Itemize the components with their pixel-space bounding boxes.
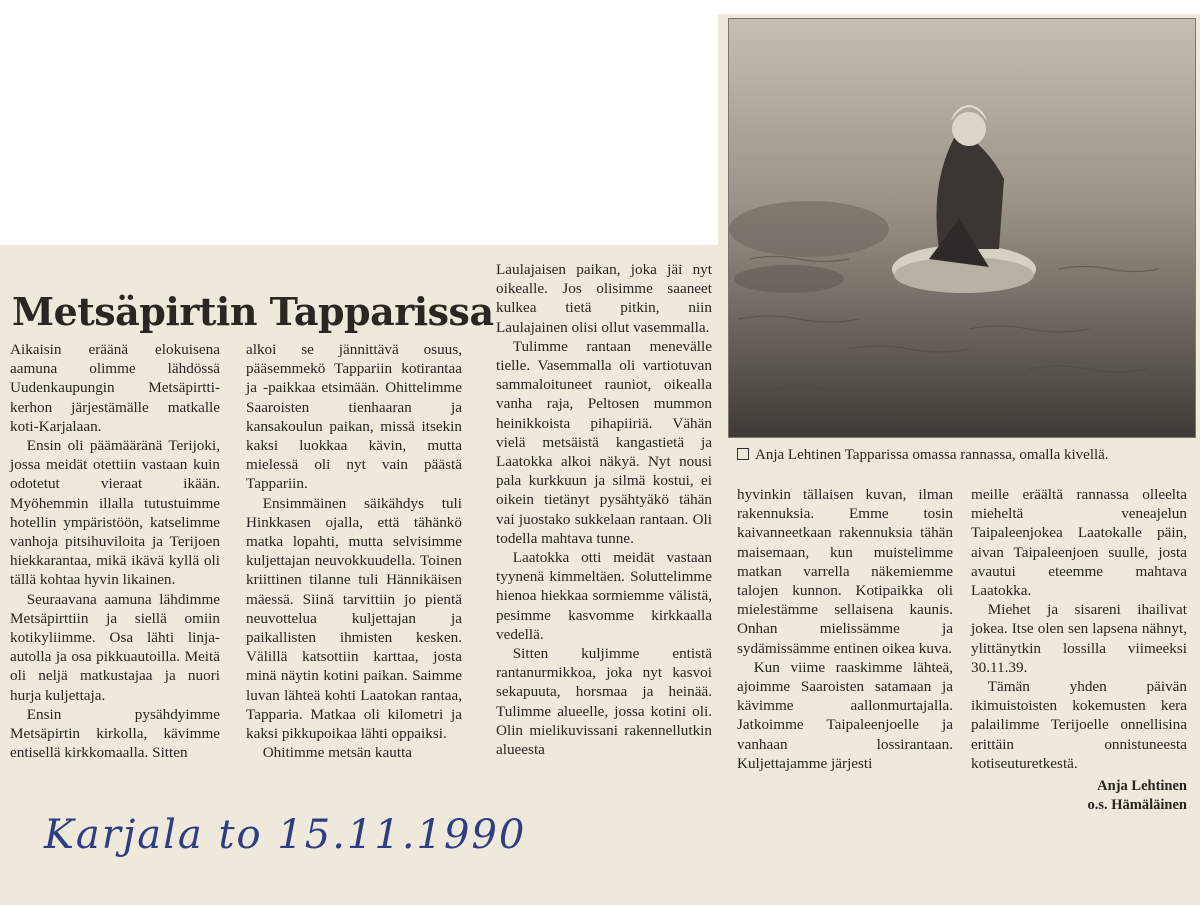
caption-square-icon (737, 448, 749, 460)
paragraph: Ensimmäinen säikähdys tuli Hinkkasen ojalla, että tähänkö matka lopahti, mutta selvisimme kuljettajan neuvokkuudella. Toinen kriittinen tilanne tuli Hännikäisen mäessä. Siinä tarvittiin jo pientä neuvottelua kuljettajan ja paikallisten ihmisten kesken. Välillä katsottiin karttaa, josta minä näytin kotini paikan. Saimme luvan lähteä kohti Laatokan rantaa, Tapparia. Matkaa oli kilometri ja kaksi pikkupoikaa lähti oppaiksi. (246, 494, 462, 743)
paragraph: Tämän yhden päivän ikimuistoisten kokemusten kera palailimme Terijoelle onnellisina erittäin onnistuneesta kotiseuturetkestä. (971, 678, 1187, 772)
article-column-3 (496, 260, 712, 759)
paragraph: alkoi se jännittävä osuus, pääsemmekö Tappariin kotirantaa ja -paikkaa etsimään. Ohittelimme Saaroisten tienhaaran ja kansakoulun paikan, missä itsekin kaksi luokkaa kävin, mutta mielessä oli nyt vain päästä Tappariin. (246, 341, 462, 493)
author-name: Anja Lehtinen (1097, 778, 1187, 795)
caption-text: Anja Lehtinen Tapparissa omassa rannassa, omalla kivellä. (755, 447, 1109, 463)
paragraph: Aikaisin eräänä elokuisena aamuna olimme lähdössä Uudenkaupungin Metsäpirtti-kerhon järjestämälle matkalle koti-Karjalaan. (10, 341, 220, 435)
paragraph: Miehet ja sisareni ihailivat jokea. Itse olen sen lapsena nähnyt, ylittänytkin lossilla viimeeksi 30.11.39. (971, 601, 1187, 676)
paragraph: Laatokka otti meidät vastaan tyynenä kimmeltäen. Soluttelimme hienoa hiekkaa sormiemme välistä, pesimme kasvomme kirkkaalla vedellä. (496, 549, 712, 643)
photo-caption (737, 446, 1197, 465)
paragraph: hyvinkin tällaisen kuvan, ilman rakennuksia. Emme tosin kaivanneetkaan rakennuksia tähän maisemaan, kun muistelimme matkan varrella näkemiemme talojen kunnon. Kotipaikka oli mielestämme sellaisena kaunis. Onhan mielissämme ja sydämissämme entinen oikea kuva. (737, 486, 953, 657)
lakeside-photo (728, 18, 1196, 438)
article-column-4 (737, 485, 953, 773)
paragraph: meille eräältä rannassa olleelta mieheltä veneajelun Taipaleenjokea Laatokalle päin, aivan Taipaleenjoen suulle, josta avautui eteemme mahtava Laatokka. (971, 486, 1187, 600)
author-maiden-name: o.s. Hämäläinen (1087, 797, 1187, 814)
author-signature (971, 777, 1187, 815)
photo-illustration (729, 19, 1195, 437)
article-column-1 (10, 340, 220, 762)
paragraph: Laulajaisen paikan, joka jäi nyt oikealle. Jos olisimme saaneet kulkea tietä pitkin, niin Laulajainen olisi ollut vasemmalla. (496, 261, 712, 336)
article-column-5 (971, 485, 1187, 815)
paragraph: Tulimme rantaan menevälle tielle. Vasemmalla oli vartiotuvan sammaloituneet rauniot, oikealla vanha raja, Peltosen mummon heinikkoista pihapiiriä. Vähän vielä metsäistä kangastietä ja Laatokka alkoi näkyä. Nyt nousi pala kurkkuun ja silmä kostui, ei oikein tietänyt pysähtyäkö tähän vai juostako sukkelaan rantaan. Oli todella mahtava tunne. (496, 337, 712, 547)
article-column-2 (246, 340, 462, 762)
article-headline: Metsäpirtin Tapparissa (12, 289, 494, 335)
handwritten-source-note: Karjala to 15.11.1990 (44, 812, 527, 858)
paragraph: Seuraavana aamuna lähdimme Metsäpirttiin ja siellä omiin kotikyliimme. Osa lähti linja-autolla ja osa pikkuautoilla. Meitä oli neljä matkustajaa ja nuori hurja kuljettaja. (10, 590, 220, 704)
paragraph: Sitten kuljimme entistä rantanurmikkoa, joka nyt kasvoi sekapuuta, horsmaa ja heinää. Tulimme alueelle, jossa kotini oli. Olin mielikuvissani rakennellutkin alueesta (496, 645, 712, 759)
paragraph: Ohitimme metsän kautta (262, 744, 413, 762)
paragraph: Kun viime raaskimme lähteä, ajoimme Saaroisten satamaan ja kävimme aallonmurtajalla. Jatkoimme Taipaleenjoelle ja vanhaan lossirantaan. Kuljettajamme järjesti (737, 658, 953, 772)
paragraph: Ensin pysähdyimme Metsäpirtin kirkolla, kävimme entisellä kirkkomaalla. Sitten (10, 705, 220, 762)
paragraph: Ensin oli päämääränä Terijoki, jossa meidät otettiin vastaan kuin odotetut vieraat ikään. Myöhemmin illalla tutustuimme hotellin ympäristöön, katselimme vanhoja pitsihuviloita ja Terijoen hiekkarantaa, mikä ikävä kyllä oli tällä kohtaa hyvin likainen. (10, 437, 220, 589)
